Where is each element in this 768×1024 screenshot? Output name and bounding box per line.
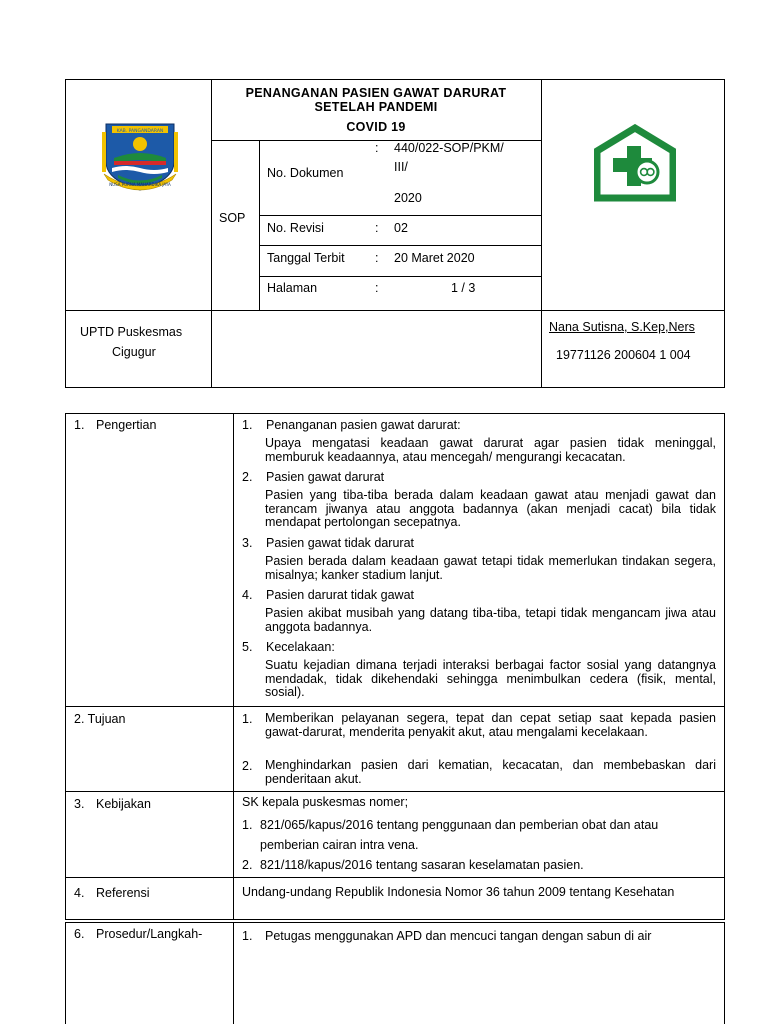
- tujuan-item-2-number: 2.: [242, 759, 253, 773]
- pengertian-item-2-number: 2.: [242, 470, 253, 484]
- section-kebijakan-label: Kebijakan: [96, 797, 151, 811]
- section-pengertian-number: 1.: [74, 418, 85, 432]
- page-colon: :: [375, 281, 379, 295]
- pengertian-item-5-heading: Kecelakaan:: [266, 640, 335, 654]
- issue-date-value: 20 Maret 2020: [394, 251, 475, 265]
- regency-logo: [100, 118, 180, 194]
- pengertian-item-3-number: 3.: [242, 536, 253, 550]
- doc-number-value-3: 2020: [394, 191, 422, 205]
- kebijakan-item-2-text: 821/118/kapus/2016 tentang sasaran keselamatan pasien.: [260, 858, 584, 872]
- revision-label: No. Revisi: [267, 221, 324, 235]
- pengertian-item-3-text: Pasien berada dalam keadaan gawat tetapi tidak memerlukan tindakan segera, misalnya; kanker stadium lanjut.: [265, 554, 716, 582]
- page-label: Halaman: [267, 281, 318, 295]
- pengertian-item-1-number: 1.: [242, 418, 253, 432]
- doc-title-line1: PENANGANAN PASIEN GAWAT DARURAT: [245, 86, 507, 100]
- prosedur-item-1-number: 1.: [242, 929, 253, 943]
- pengertian-item-5-number: 5.: [242, 640, 253, 654]
- prosedur-item-1-text: Petugas menggunakan APD dan mencuci tangan dengan sabun di air: [265, 929, 652, 943]
- revision-value: 02: [394, 221, 408, 235]
- revision-colon: :: [375, 221, 379, 235]
- kebijakan-intro: SK kepala puskesmas nomer;: [242, 795, 409, 809]
- logo-bottom-text: NUSA PURNA MAHARDIKA JAYA: [109, 182, 171, 187]
- section-referensi-number: 4.: [74, 886, 85, 900]
- kebijakan-item-2-number: 2.: [242, 858, 253, 872]
- doc-number-value-2: III/: [394, 160, 408, 174]
- logo-top-text: KAB. PANGANDARAN: [116, 129, 164, 134]
- pengertian-item-2-heading: Pasien gawat darurat: [266, 470, 385, 484]
- issue-date-label: Tanggal Terbit: [267, 251, 345, 265]
- pengertian-item-1-heading: Penanganan pasien gawat darurat:: [266, 418, 461, 432]
- referensi-text: Undang-undang Republik Indonesia Nomor 36 tahun 2009 tentang Kesehatan: [242, 885, 675, 899]
- pengertian-item-2-text: Pasien yang tiba-tiba berada dalam keadaan gawat atau menjadi gawat dan terancam jiwanya atau anggota badannya (akan menjadi cacat) bila tidak mendapat pertolongan secepatnya.: [265, 488, 716, 529]
- tujuan-item-2-text: Menghindarkan pasien dari kematian, kecacatan, dan membebaskan dari penderitaan akut.: [265, 758, 716, 786]
- tujuan-item-1-number: 1.: [242, 712, 253, 726]
- section-prosedur-number: 6.: [74, 927, 85, 941]
- pengertian-item-4-heading: Pasien darurat tidak gawat: [266, 588, 415, 602]
- org-name-line2: Cigugur: [112, 345, 156, 359]
- puskesmas-logo: [594, 124, 676, 202]
- kebijakan-item-1-number: 1.: [242, 818, 253, 832]
- section-prosedur-label: Prosedur/Langkah-: [96, 927, 203, 941]
- doc-title-line2: SETELAH PANDEMI: [314, 100, 438, 114]
- pengertian-item-4-text: Pasien akibat musibah yang datang tiba-tiba, tetapi tidak mengancam jiwa atau anggota badannya.: [265, 606, 716, 634]
- signer-nip: 19771126 200604 1 004: [556, 348, 691, 362]
- section-pengertian-label: Pengertian: [96, 418, 157, 432]
- doc-title-line3: COVID 19: [346, 120, 406, 134]
- doc-number-label: No. Dokumen: [267, 166, 344, 180]
- issue-date-colon: :: [375, 251, 379, 265]
- section-tujuan-label: 2. Tujuan: [74, 712, 126, 726]
- kebijakan-item-1-line2: pemberian cairan intra vena.: [260, 838, 419, 852]
- section-referensi-label: Referensi: [96, 886, 150, 900]
- pengertian-item-4-number: 4.: [242, 588, 253, 602]
- doc-number-value-1: 440/022-SOP/PKM/: [394, 141, 504, 155]
- pengertian-item-5-text: Suatu kejadian dimana terjadi interaksi berbagai factor sosial yang datangnya mendadak, tidak dikehendaki sehingga menimbulkan cedera (fisik, mental, sosial).: [265, 658, 716, 699]
- sop-label: SOP: [219, 211, 246, 225]
- tujuan-item-1-text: Memberikan pelayanan segera, tepat dan cepat setiap saat kepada pasien gawat-darurat, menderita penyakit akut, atau mengalami kecelakaan.: [265, 711, 716, 739]
- pengertian-item-1-text: Upaya mengatasi keadaan gawat darurat agar pasien tidak meninggal, memburuk keadaannya, atau mencegah/ mengurangi kecacatan.: [265, 436, 716, 464]
- section-kebijakan-number: 3.: [74, 797, 85, 811]
- pengertian-item-3-heading: Pasien gawat tidak darurat: [266, 536, 415, 550]
- signer-name: Nana Sutisna, S.Kep,Ners: [549, 320, 695, 334]
- kebijakan-item-1-line1: 821/065/kapus/2016 tentang penggunaan dan pemberian obat dan atau: [260, 818, 659, 832]
- page-value: 1 / 3: [451, 281, 476, 295]
- doc-number-colon: :: [375, 141, 379, 155]
- org-name-line1: UPTD Puskesmas: [80, 325, 183, 339]
